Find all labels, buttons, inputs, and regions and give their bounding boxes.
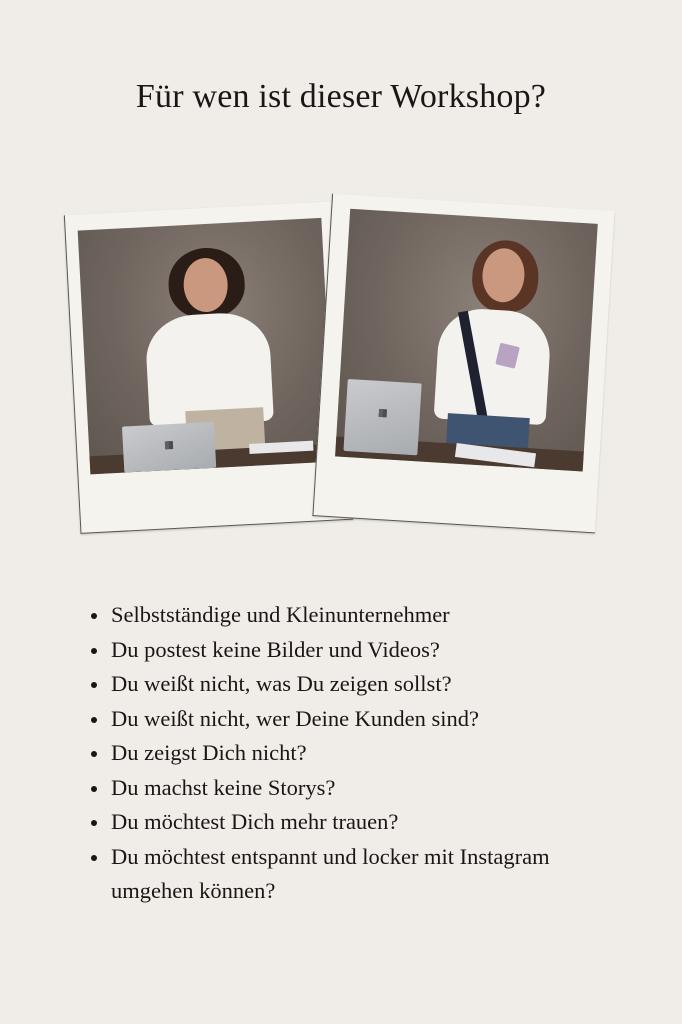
list-item-text: Du postest keine Bilder und Videos? bbox=[111, 636, 440, 662]
bullet-icon bbox=[91, 751, 97, 757]
bullet-icon bbox=[91, 613, 97, 619]
page-title: Für wen ist dieser Workshop? bbox=[135, 78, 547, 115]
list-item-text: Du möchtest Dich mehr trauen? bbox=[111, 809, 399, 834]
bullet-icon bbox=[91, 717, 97, 723]
list-item-text: Selbstständige und Kleinunternehmer bbox=[111, 602, 450, 627]
laptop-logo-icon bbox=[165, 441, 173, 449]
photo-woman-holding-phone bbox=[335, 209, 598, 472]
bullet-icon bbox=[91, 682, 97, 688]
blouse bbox=[434, 306, 553, 425]
list-item-text: Du weißt nicht, was Du zeigen sollst? bbox=[111, 671, 452, 696]
laptop bbox=[122, 422, 216, 473]
laptop bbox=[343, 379, 421, 455]
list-item bbox=[88, 771, 608, 806]
target-audience-list bbox=[88, 598, 608, 909]
polaroid-photo-1 bbox=[64, 201, 353, 534]
list-item bbox=[88, 702, 608, 737]
laptop-logo-icon bbox=[379, 409, 387, 417]
bullet-icon bbox=[91, 855, 97, 861]
polaroid-photo-2 bbox=[312, 194, 614, 534]
list-item-text: Du zeigst Dich nicht? bbox=[111, 740, 307, 765]
photo-woman-white-blouse bbox=[78, 218, 334, 474]
bullet-icon bbox=[91, 820, 97, 826]
list-item bbox=[88, 598, 608, 633]
list-item bbox=[88, 840, 551, 909]
list-item-text: Du möchtest entspannt und locker mit Instagram umgehen können? bbox=[111, 843, 550, 903]
list-item-text: Du weißt nicht, wer Deine Kunden sind? bbox=[111, 705, 480, 731]
list-item bbox=[88, 667, 608, 702]
list-item bbox=[88, 805, 608, 840]
list-item-text: Du machst keine Storys? bbox=[111, 774, 336, 800]
bullet-icon bbox=[91, 648, 97, 654]
bullet-icon bbox=[91, 786, 97, 792]
list-item bbox=[88, 633, 608, 668]
list-item bbox=[88, 736, 608, 771]
